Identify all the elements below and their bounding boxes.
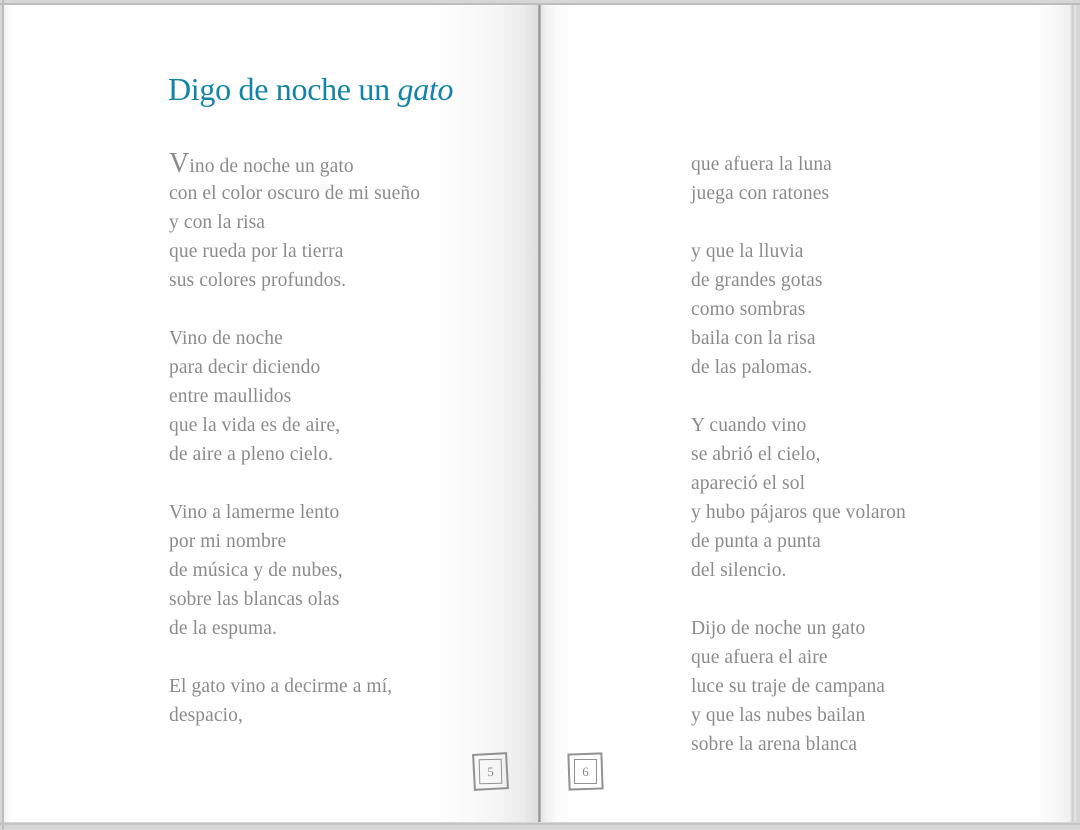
poem-line: que afuera el aire bbox=[691, 647, 828, 668]
page-number-left: 5 bbox=[479, 759, 503, 785]
poem-line: sobre las blancas olas bbox=[169, 589, 340, 610]
poem-line: se abrió el cielo, bbox=[691, 444, 821, 465]
stanza bbox=[691, 237, 906, 382]
poem-title bbox=[168, 71, 453, 108]
stanza bbox=[169, 150, 420, 295]
poem-line: despacio, bbox=[169, 705, 243, 726]
poem-line: y con la risa bbox=[169, 212, 266, 233]
page-number-box-left bbox=[472, 752, 509, 791]
poem-line: y hubo pájaros que volaron bbox=[691, 502, 906, 523]
poem-line: de grandes gotas bbox=[691, 270, 823, 291]
page-number-box-right bbox=[567, 752, 603, 790]
poem-line: sobre la arena blanca bbox=[691, 734, 858, 755]
poem-line: Dijo de noche un gato bbox=[691, 618, 866, 639]
poem-line: luce su traje de campana bbox=[691, 676, 886, 697]
poem-line: juega con ratones bbox=[691, 183, 830, 204]
page-number-right: 6 bbox=[574, 759, 597, 784]
poem-line: y que las nubes bailan bbox=[691, 705, 866, 726]
page-right bbox=[541, 5, 1070, 822]
poem-line: del silencio. bbox=[691, 560, 787, 581]
stanza bbox=[691, 411, 906, 585]
poem-title-regular: Digo de noche un bbox=[168, 71, 398, 107]
poem-line: que rueda por la tierra bbox=[169, 241, 344, 262]
poem-line: de aire a pleno cielo. bbox=[169, 444, 334, 465]
poem-line: que afuera la luna bbox=[691, 154, 832, 175]
poem-line: por mi nombre bbox=[169, 531, 287, 552]
poem-line: como sombras bbox=[691, 299, 806, 320]
initial-cap: V bbox=[169, 148, 190, 179]
poem-line: para decir diciendo bbox=[169, 357, 321, 378]
poem-line: de punta a punta bbox=[691, 531, 821, 552]
poem-line: de música y de nubes, bbox=[169, 560, 343, 581]
poem-line: El gato vino a decirme a mí, bbox=[169, 676, 393, 697]
poem-line: baila con la risa bbox=[691, 328, 816, 349]
poem-line: Y cuando vino bbox=[691, 415, 807, 436]
poem-line: apareció el sol bbox=[691, 473, 806, 494]
page-edge-band bbox=[1070, 5, 1077, 822]
poem-line: Vino a lamerme lento bbox=[169, 502, 340, 523]
stanza bbox=[169, 672, 420, 730]
poem-line: que la vida es de aire, bbox=[169, 415, 341, 436]
poem-line: Vino de noche bbox=[169, 328, 283, 349]
stanza bbox=[169, 324, 420, 469]
stanza bbox=[691, 614, 906, 759]
poem-left-column bbox=[169, 150, 420, 759]
poem-line: sus colores profundos. bbox=[169, 270, 347, 291]
poem-right-column bbox=[691, 150, 906, 788]
stanza bbox=[691, 150, 906, 208]
poem-title-italic: gato bbox=[397, 71, 454, 107]
poem-line: entre maullidos bbox=[169, 386, 292, 407]
frame-edge-bottom bbox=[0, 823, 1080, 825]
poem-line: y que la lluvia bbox=[691, 241, 804, 262]
poem-line: Vino de noche un gato bbox=[169, 148, 354, 179]
poem-line: con el color oscuro de mi sueño bbox=[169, 183, 421, 204]
poem-line: de la espuma. bbox=[169, 618, 277, 639]
page-left bbox=[4, 5, 538, 822]
poem-line: de las palomas. bbox=[691, 357, 813, 378]
stanza bbox=[169, 498, 420, 643]
